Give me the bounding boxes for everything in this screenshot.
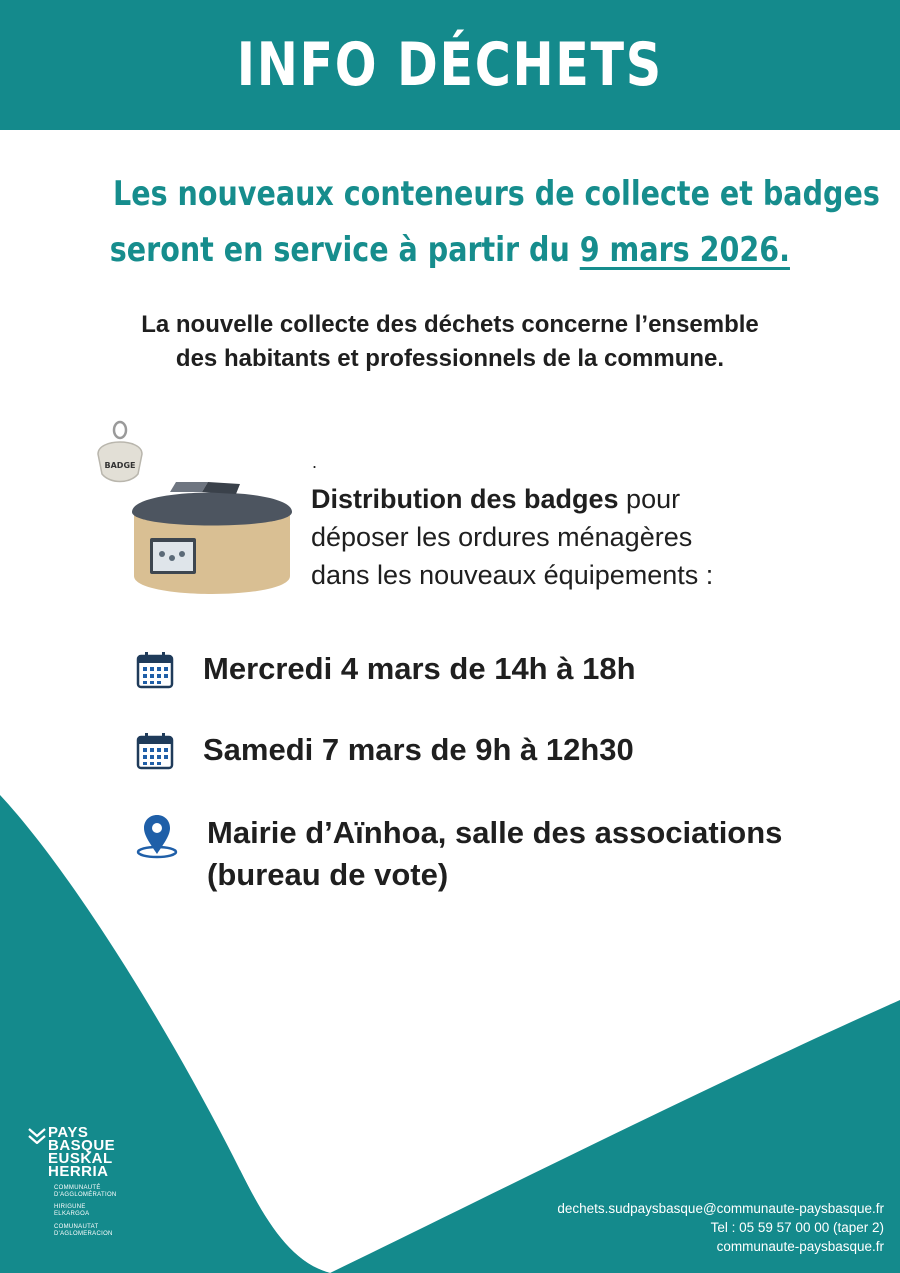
logo-sub: ELKARGOA (54, 1211, 90, 1217)
contact-website[interactable]: communaute-paysbasque.fr (716, 1239, 884, 1254)
contact-info (557, 1199, 884, 1256)
stray-dot: . (312, 452, 318, 472)
intro-line-2: des habitants et professionnels de la commune. (175, 345, 725, 372)
logo-word: PAYS (48, 1124, 89, 1141)
container-illustration (90, 420, 310, 640)
location-text (207, 812, 782, 896)
pays-basque-logo (28, 1126, 138, 1246)
schedule-text: Mercredi 4 mars de 14h à 18h (203, 651, 636, 686)
intro-line-1: La nouvelle collecte des déchets concerne l’ensemble (141, 311, 759, 338)
headline-line-1: Les nouveaux conteneurs de collecte et badges (113, 174, 880, 214)
calendar-icon (135, 650, 175, 690)
contact-email[interactable]: dechets.sudpaysbasque@communaute-paysbasque.fr (557, 1201, 884, 1216)
logo-word: EUSKAL (48, 1150, 113, 1167)
headline-line-2-prefix: seront en service à partir du (109, 230, 580, 270)
svg-text:BADGE: BADGE (104, 461, 136, 470)
logo-sub: COMUNAUTAT (54, 1224, 99, 1230)
location-line-1: Mairie d’Aïnhoa, salle des associations (207, 815, 783, 850)
headline-line-2 (110, 222, 790, 278)
schedule-item (135, 648, 636, 690)
calendar-icon (135, 731, 175, 771)
logo-word: BASQUE (48, 1137, 116, 1154)
location-item (135, 812, 782, 896)
logo-word: HERRIA (48, 1163, 109, 1180)
collection-container-icon (132, 482, 292, 594)
logo-sub: COMMUNAUTÉ (54, 1185, 101, 1191)
distribution-bold: Distribution des badges (311, 484, 619, 514)
location-line-2: (bureau de vote) (207, 857, 449, 892)
distribution-text (311, 480, 871, 594)
badge-icon (98, 422, 142, 482)
logo-sub: D'AGLOMERACION (54, 1231, 113, 1237)
headline-date: 9 mars 2026. (579, 230, 791, 270)
logo-sub: HIRIGUNE (54, 1204, 86, 1210)
page-title: INFO DÉCHETS (236, 30, 664, 100)
distribution-line-3: dans les nouveaux équipements : (311, 560, 714, 590)
header-banner (0, 0, 900, 130)
location-pin-icon (135, 814, 179, 860)
logo-sub: D'AGGLOMÉRATION (54, 1192, 117, 1198)
logo-mark-icon (28, 1128, 46, 1144)
distribution-line-2: déposer les ordures ménagères (311, 522, 693, 552)
distribution-rest: pour (618, 484, 681, 514)
headline (40, 166, 880, 278)
schedule-text: Samedi 7 mars de 9h à 12h30 (203, 732, 634, 767)
intro-text (60, 308, 840, 376)
contact-phone: Tel : 05 59 57 00 00 (taper 2) (710, 1220, 884, 1235)
schedule-item (135, 729, 634, 771)
